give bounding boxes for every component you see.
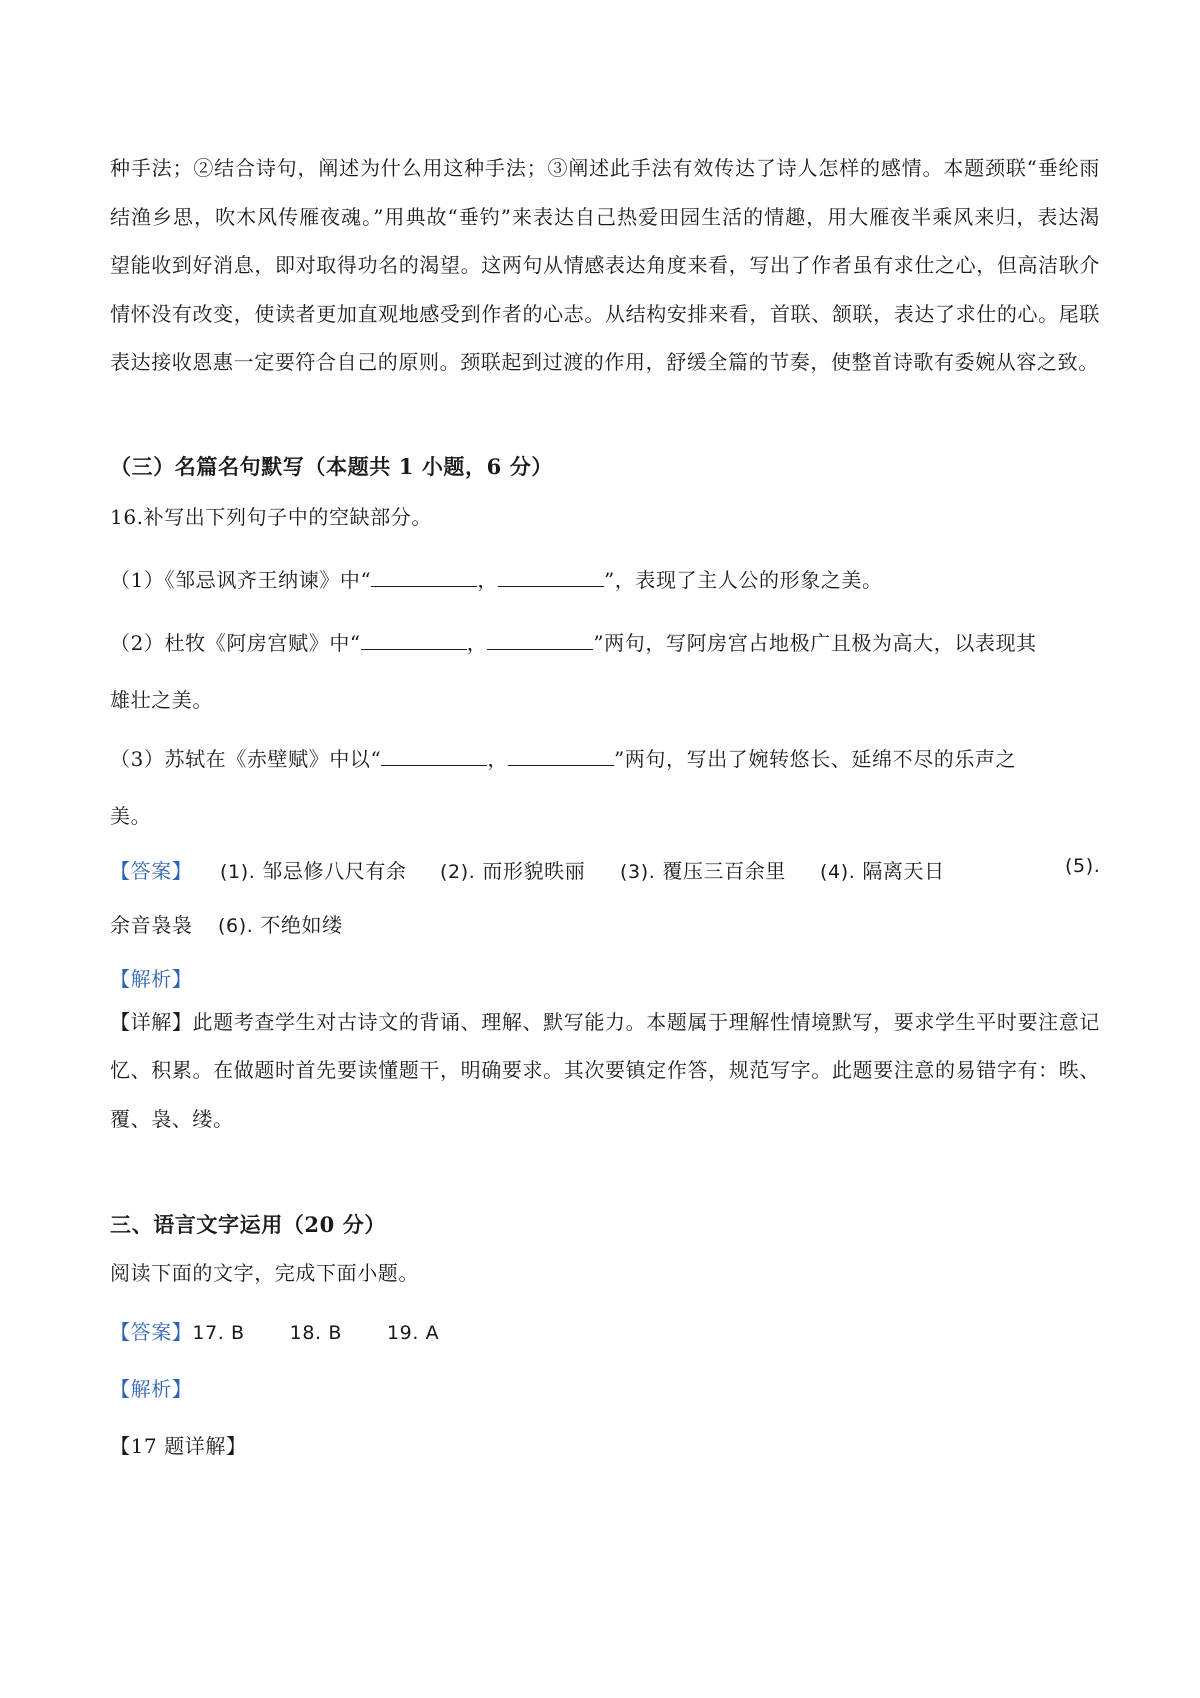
detail-label: 【详解】 bbox=[110, 1009, 193, 1034]
answer-item-5-number: (5). bbox=[1065, 854, 1101, 877]
answer2-item: 18. B bbox=[289, 1322, 342, 1344]
part3-heading: 三、语言文字运用（20 分） bbox=[110, 1212, 386, 1237]
q16-item1-post: ”，表现了主人公的形象之美。 bbox=[603, 567, 883, 592]
q16-item2 bbox=[110, 627, 1100, 656]
answer-item-2: (2). 而形貌昳丽 bbox=[440, 858, 586, 883]
q16-item1 bbox=[110, 564, 1100, 593]
section3-heading: （三）名篇名句默写（本题共 1 小题，6 分） bbox=[110, 453, 553, 479]
detail-text: 此题考查学生对古诗文的背诵、理解、默写能力。本题属于理解性情境默写，要求学生平时要注意记忆、积累。在做题时首先要读懂题干，明确要求。其次要镇定作答，规范写字。此题要注意的易错字有：昳、覆、袅、缕。 bbox=[110, 1009, 1101, 1131]
answer-item-3: (3). 覆压三百余里 bbox=[620, 858, 786, 883]
q16-item2-mid: ， bbox=[466, 630, 488, 655]
intro-paragraph: 种手法；②结合诗句，阐述为什么用这种手法；③阐述此手法有效传达了诗人怎样的感情。本题颈联“垂纶雨结渔乡思，吹木风传雁夜魂。”用典故“垂钓”来表达自己热爱田园生活的情趣，用大雁夜半乘风来归，表达渴望能收到好消息，即对取得功名的渴望。这两句从情感表达角度来看，写出了作者虽有求仕之心，但高洁耿介情怀没有改变，使读者更加直观地感受到作者的心志。从结构安排来看，首联、颔联，表达了求仕的心。尾联表达接收恩惠一定要符合自己的原则。颈联起到过渡的作用，舒缓全篇的节奏，使整首诗歌有委婉从容之致。 bbox=[110, 156, 1100, 374]
q16-prompt: 16.补写出下列句子中的空缺部分。 bbox=[110, 504, 433, 529]
blank[interactable] bbox=[508, 749, 614, 766]
q16-item2-pre: （2）杜牧《阿房宫赋》中“ bbox=[110, 630, 361, 655]
blank[interactable] bbox=[371, 570, 477, 587]
answer-item-6: (6). 不绝如缕 bbox=[218, 912, 343, 937]
analysis2-label: 【解析】 bbox=[110, 1377, 193, 1401]
q16-item3 bbox=[110, 743, 1100, 772]
q16-item1-pre: （1）《邹忌讽齐王纳谏》中“ bbox=[110, 567, 372, 592]
blank[interactable] bbox=[381, 749, 487, 766]
document-page bbox=[110, 144, 1100, 1459]
q16-item3-post: ”两句，写出了婉转悠长、延绵不尽的乐声之 bbox=[613, 746, 1017, 771]
part3-intro: 阅读下面的文字，完成下面小题。 bbox=[110, 1261, 419, 1285]
answer2-label: 【答案】 bbox=[110, 1320, 193, 1344]
answer2-line bbox=[110, 1316, 1100, 1345]
q16-item2-post: ”两句，写阿房宫占地极广且极为高大，以表现其 bbox=[593, 630, 1037, 655]
blank[interactable] bbox=[498, 570, 604, 587]
q17-detail-label: 【17 题详解】 bbox=[110, 1434, 247, 1458]
q16-item3-mid: ， bbox=[487, 746, 508, 771]
q16-item2-cont: 雄壮之美。 bbox=[110, 687, 213, 712]
answer-line bbox=[110, 854, 1101, 883]
answer2-item: 19. A bbox=[386, 1322, 440, 1344]
answer-item-1: (1). 邹忌修八尺有余 bbox=[220, 858, 407, 883]
answer-item-5-text: 余音袅袅 bbox=[110, 912, 193, 937]
q16-item1-mid: ， bbox=[477, 567, 498, 592]
answer-item-4: (4). 隔离天日 bbox=[820, 858, 945, 883]
answer-label: 【答案】 bbox=[110, 858, 193, 883]
answer2-item: 17. B bbox=[192, 1322, 245, 1344]
blank[interactable] bbox=[487, 633, 593, 650]
q16-item3-cont: 美。 bbox=[110, 803, 152, 828]
detail-paragraph bbox=[110, 998, 1100, 1144]
analysis-label: 【解析】 bbox=[110, 966, 193, 991]
answer-line-2 bbox=[110, 909, 1100, 937]
q16-item3-pre: （3）苏轼在《赤壁赋》中以“ bbox=[110, 746, 382, 771]
blank[interactable] bbox=[361, 633, 467, 650]
